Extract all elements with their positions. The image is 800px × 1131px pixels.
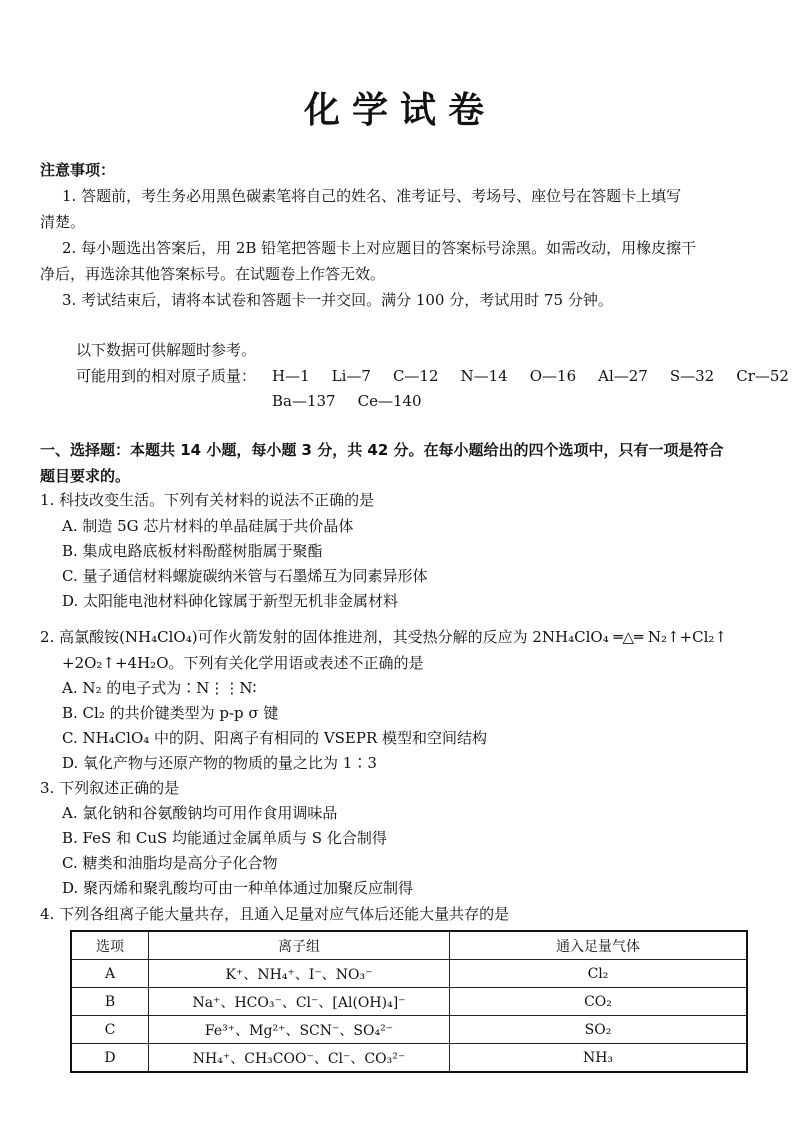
- q2-option-d: D. 氧化产物与还原产物的物质的量之比为 1∶3: [62, 754, 377, 772]
- atomic-mass: C—12: [392, 367, 439, 385]
- atomic-mass-row-2: [272, 390, 444, 412]
- section-heading: 一、选择题：本题共 14 小题，每小题 3 分，共 42 分。在每小题给出的四个选项中，只有一项是符合: [40, 441, 724, 459]
- table-header-row: [71, 931, 747, 960]
- table-cell-option: C: [71, 1016, 149, 1044]
- atomic-mass: Ce—140: [357, 392, 422, 410]
- table-row: [71, 960, 747, 988]
- q2-stem-cont: +2O₂↑+4H₂O。下列有关化学用语或表述不正确的是: [62, 654, 424, 672]
- atomic-mass: H—1: [272, 367, 310, 385]
- table-cell-gas: Cl₂: [450, 960, 748, 988]
- table-cell-option: D: [71, 1044, 149, 1073]
- notice-item-2: 2. 每小题选出答案后，用 2B 铅笔把答题卡上对应题目的答案标号涂黑。如需改动，用橡皮擦干: [62, 239, 697, 257]
- q1-option-b: B. 集成电路底板材料酚醛树脂属于聚酯: [62, 542, 323, 560]
- atomic-mass: Cr—52: [736, 367, 789, 385]
- q3-stem: 3. 下列叙述正确的是: [40, 779, 180, 797]
- table-cell-ions: K⁺、NH₄⁺、I⁻、NO₃⁻: [149, 960, 450, 988]
- table-header-ions: 离子组: [149, 931, 450, 960]
- section-heading-cont: 题目要求的。: [40, 467, 131, 485]
- q1-option-a: A. 制造 5G 芯片材料的单晶硅属于共价晶体: [62, 517, 354, 535]
- table-cell-ions: NH₄⁺、CH₃COO⁻、Cl⁻、CO₃²⁻: [149, 1044, 450, 1073]
- q2-option-a: A. N₂ 的电子式为∶N⋮⋮N∶: [62, 679, 257, 697]
- q4-ion-table: [70, 930, 748, 1073]
- table-row: [71, 988, 747, 1016]
- q1-stem: 1. 科技改变生活。下列有关材料的说法不正确的是: [40, 491, 375, 509]
- notice-item-3: 3. 考试结束后，请将本试卷和答题卡一并交回。满分 100 分，考试用时 75 分钟。: [62, 291, 613, 309]
- q3-option-d: D. 聚丙烯和聚乳酸均可由一种单体通过加聚反应制得: [62, 879, 414, 897]
- q2-option-c: C. NH₄ClO₄ 中的阴、阳离子有相同的 VSEPR 模型和空间结构: [62, 729, 488, 747]
- table-cell-gas: NH₃: [450, 1044, 748, 1073]
- q1-option-c: C. 量子通信材料螺旋碳纳米管与石墨烯互为同素异形体: [62, 567, 428, 585]
- page-title: 化学试卷: [303, 90, 496, 131]
- q3-option-b: B. FeS 和 CuS 均能通过金属单质与 S 化合制得: [62, 829, 387, 847]
- notice-item-1-cont: 清楚。: [40, 213, 86, 231]
- atomic-mass: Ba—137: [272, 392, 336, 410]
- table-row: [71, 1044, 747, 1073]
- table-cell-ions: Na⁺、HCO₃⁻、Cl⁻、[Al(OH)₄]⁻: [149, 988, 450, 1016]
- notice-heading: 注意事项：: [40, 161, 116, 179]
- atomic-mass: O—16: [529, 367, 577, 385]
- reference-label: 可能用到的相对原子质量：: [76, 367, 257, 385]
- q1-option-d: D. 太阳能电池材料砷化镓属于新型无机非金属材料: [62, 592, 399, 610]
- q4-stem: 4. 下列各组离子能大量共存，且通入足量对应气体后还能大量共存的是: [40, 905, 510, 923]
- table-cell-gas: SO₂: [450, 1016, 748, 1044]
- atomic-mass: S—32: [669, 367, 715, 385]
- q3-option-c: C. 糖类和油脂均是高分子化合物: [62, 854, 278, 872]
- table-cell-option: B: [71, 988, 149, 1016]
- atomic-mass: Li—7: [331, 367, 371, 385]
- atomic-mass: N—14: [460, 367, 508, 385]
- table-header-option: 选项: [71, 931, 149, 960]
- table-cell-ions: Fe³⁺、Mg²⁺、SCN⁻、SO₄²⁻: [149, 1016, 450, 1044]
- table-row: [71, 1016, 747, 1044]
- atomic-mass: Al—27: [598, 367, 648, 385]
- table-cell-gas: CO₂: [450, 988, 748, 1016]
- notice-item-2-cont: 净后，再选涂其他答案标号。在试题卷上作答无效。: [40, 265, 386, 283]
- atomic-mass-row-1: [272, 365, 800, 387]
- table-header-gas: 通入足量气体: [450, 931, 748, 960]
- notice-item-1: 1. 答题前，考生务必用黑色碳素笔将自己的姓名、准考证号、考场号、座位号在答题卡上填写: [62, 187, 682, 205]
- reference-intro: 以下数据可供解题时参考。: [76, 341, 257, 359]
- q2-option-b: B. Cl₂ 的共价键类型为 p-p σ 键: [62, 704, 279, 722]
- q2-stem: 2. 高氯酸铵(NH₄ClO₄)可作火箭发射的固体推进剂，其受热分解的反应为 2NH₄ClO₄ ═△═ N₂↑+Cl₂↑: [40, 628, 727, 646]
- table-cell-option: A: [71, 960, 149, 988]
- q3-option-a: A. 氯化钠和谷氨酸钠均可用作食用调味品: [62, 804, 338, 822]
